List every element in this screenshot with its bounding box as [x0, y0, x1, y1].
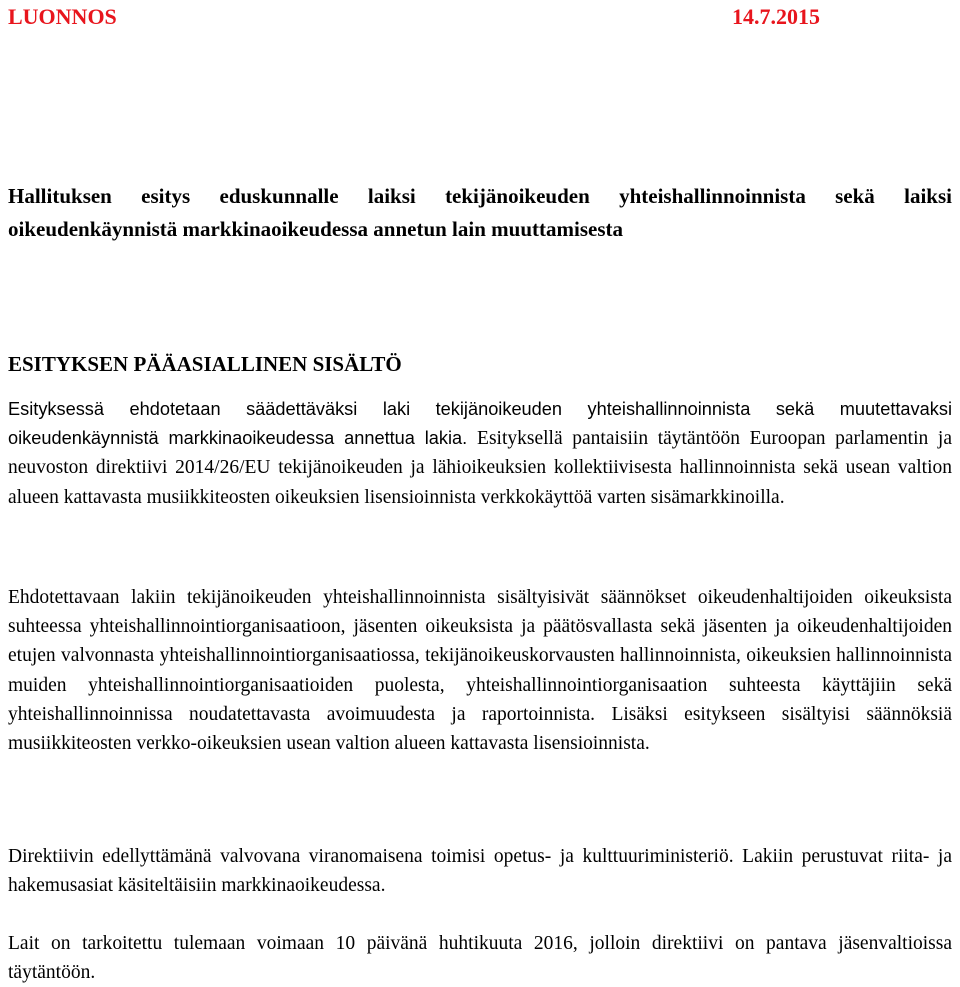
draft-status-label: LUONNOS [8, 4, 117, 29]
summary-paragraph-1-part-2: Esityksellä pantaisiin täytäntöön Euroopan parlamentin ja neuvoston direktiivi 2014/26/EU tekijänoikeuden ja lähioikeuksien kollektiivisesta hallinnoinnista sekä usean valtion alueen kattavasta musiikkiteosten oikeuksien lisensioinnista verkkokäyttöä varten sisämarkkinoilla. [8, 428, 952, 508]
document-header [8, 4, 948, 30]
summary-paragraph-4: Lait on tarkoitettu tulemaan voimaan 10 päivänä huhtikuuta 2016, jolloin direktiivi on pantava jäsenvaltioissa täytäntöön. [8, 933, 952, 984]
document-title: Hallituksen esitys eduskunnalle laiksi tekijänoikeuden yhteishallinnoinnista sekä laiksi oikeudenkäynnistä markkinaoikeudessa annetun lain muuttamisesta [8, 184, 952, 241]
summary-paragraph-1 [8, 395, 952, 512]
section-heading: ESITYKSEN PÄÄASIALLINEN SISÄLTÖ [8, 352, 402, 376]
document-date: 14.7.2015 [732, 4, 820, 29]
summary-paragraph-2: Ehdotettavaan lakiin tekijänoikeuden yhteishallinnoinnista sisältyisivät säännökset oikeudenhaltijoiden oikeuksista suhteessa yhteishallinnointiorganisaatioon, jäsenten oikeuksista ja päätösvallasta sekä jäsenten ja oikeudenhaltijoiden etujen valvonnasta yhteishallinnointiorganisaatiossa, tekijänoikeuskorvausten hallinnoinnista, oikeuksien hallinnoinnista muiden yhteishallinnointiorganisaatioiden puolesta, yhteishallinnointiorganisaation suhteesta käyttäjiin sekä yhteishallinnoinnissa noudatettavasta avoimuudesta ja raportoinnista. Lisäksi esitykseen sisältyisi säännöksiä musiikkiteosten verkko-oikeuksien usean valtion alueen kattavasta lisensioinnista. [8, 587, 952, 755]
summary-paragraph-1-part-1: Esityksessä ehdotetaan säädettäväksi laki tekijänoikeuden yhteishallinnoinnista sekä muutettavaksi oikeudenkäynnistä markkinaoikeudessa annettua lakia. [8, 399, 952, 449]
summary-paragraph-3: Direktiivin edellyttämänä valvovana viranomaisena toimisi opetus- ja kulttuuriministeriö. Lakiin perustuvat riita- ja hakemusasiat käsiteltäisiin markkinaoikeudessa. [8, 846, 952, 897]
